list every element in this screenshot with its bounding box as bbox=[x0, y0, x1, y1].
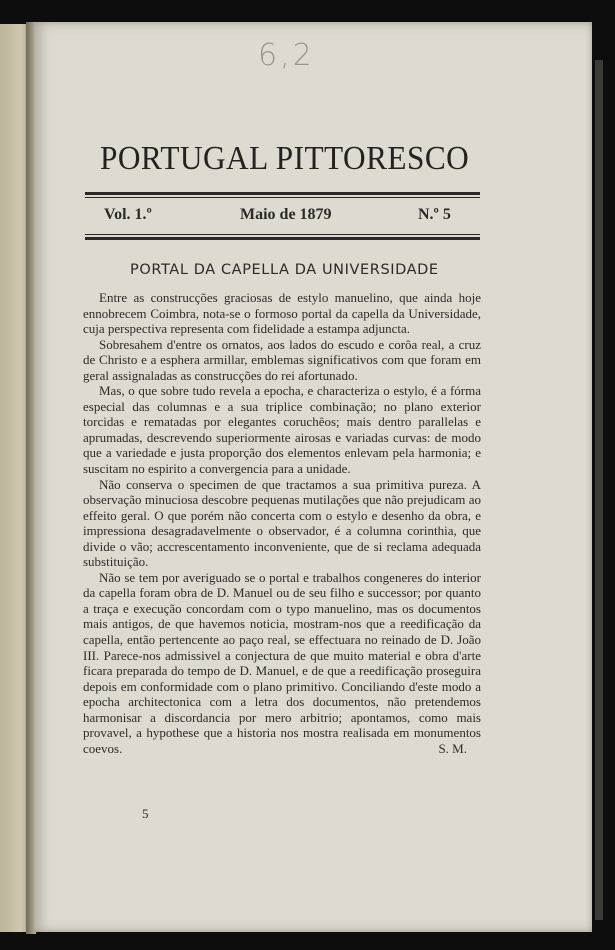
paragraph: Não conserva o specimen de que tractamos a sua primitiva pureza. A observação minuciosa descobre pequenas mutilações que não prejudicam ao effeito geral. O que porém não concerta com o estylo e desenho da obra, e impressiona desagradavelmente o observador, é a columna corinthia, que divide o vão; accrescentamento inconveniente, que de si reclama adequada substituição. bbox=[83, 476, 481, 570]
paragraph: Sobresahem d'entre os ornatos, aos lados do escudo e corôa real, a cruz de Christo e a esphera armillar, emblemas significativos com que foram em geral assignaladas as construcções do rei afortunado. bbox=[83, 336, 481, 383]
paragraph: Mas, o que sobre tudo revela a epocha, e characteriza o estylo, é a fórma especial das columnas e a sua triplice combinação; no plano exterior torcidas e rematadas por elegantes coruchêos; mais dentro parallelas e aprumadas, descrevendo superiormente airosas e variadas curvas: de modo que a variedade e justa proporção dos elementos enlevam pela harmonia; e suscitam no espirito a convergencia para a unidade. bbox=[83, 383, 481, 477]
issue-number: N.º 5 bbox=[418, 206, 451, 223]
author-signature: S. M. bbox=[438, 740, 467, 756]
article-body bbox=[83, 290, 481, 756]
paragraph: Entre as construcções graciosas de estylo manuelino, que ainda hoje ennobrecem Coimbra, nota-se o formoso portal da capella da Universidade, cuja perspectiva representa com fidelidade a estampa adjuncta. bbox=[83, 290, 481, 337]
page-number: 5 bbox=[142, 806, 149, 821]
masthead-rule-bottom bbox=[85, 237, 480, 240]
masthead-rule-top bbox=[85, 192, 480, 195]
article-heading: PORTAL DA CAPELLA DA UNIVERSIDADE bbox=[130, 262, 439, 278]
issue-date: Maio de 1879 bbox=[240, 206, 332, 223]
masthead-title: PORTUGAL PITTORESCO bbox=[100, 140, 470, 177]
paragraph-text: Não se tem por averiguado se o portal e trabalhos congeneres do interior da capella foram obra de D. Manuel ou de seu filho e successor; por quanto a traça e execução concordam com o typo manuelino, mas os documentos mais antigos, de que havemos noticia, mostram-nos que a reedificação da capella, então pertencente ao paço real, se effectuara no reinado de D. João III. Parece-nos admissivel a conjectura de que muito material e obra d'arte ficara preparada do tempo de D. Manuel, e de que a reedificação proseguira depois em conformidade com o plano primitivo. Conciliando d'este modo a epocha architectonica com a letra dos documentos, não pretendemos harmonisar a discordancia por mero arbitrio; apontamos, como mais provavel, a hypothese que a historia nos mostra realisada em monumentos coevos. bbox=[83, 569, 481, 756]
pencil-annotation: 6,2 bbox=[258, 38, 315, 73]
page-edge-shadow bbox=[595, 60, 603, 920]
masthead-rule-bottom-thin bbox=[85, 234, 480, 235]
volume-label: Vol. 1.º bbox=[104, 206, 152, 223]
paragraph bbox=[83, 570, 481, 757]
masthead-rule-top-thin bbox=[85, 197, 480, 198]
